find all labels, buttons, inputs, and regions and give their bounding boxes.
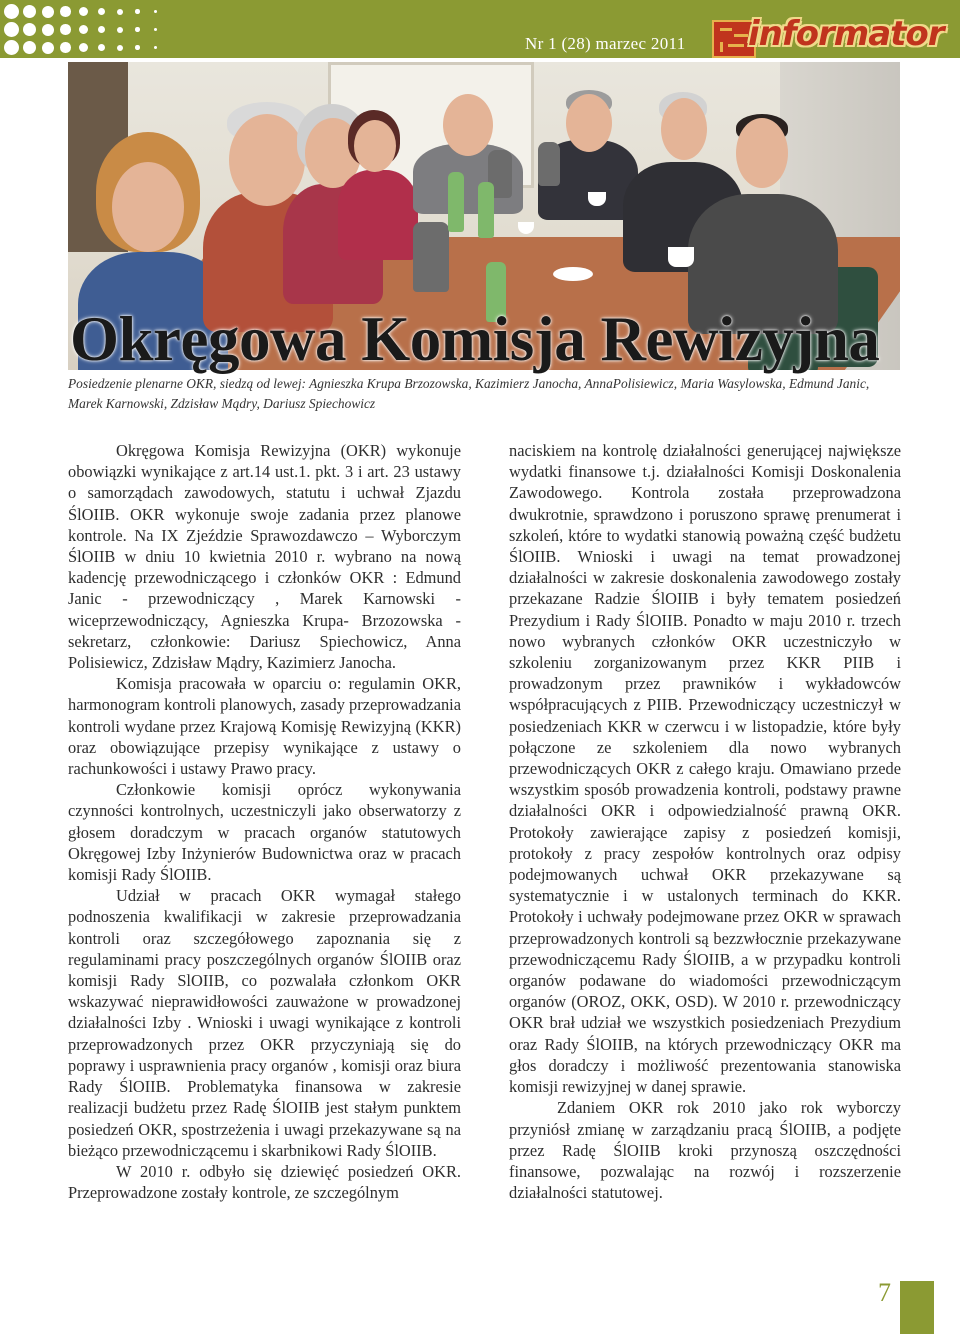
decorative-dot: [98, 8, 106, 16]
decorative-dots: [0, 0, 160, 58]
decorative-dot: [42, 6, 54, 18]
decorative-dot: [79, 43, 88, 52]
decorative-dot: [135, 27, 140, 32]
paragraph: Członkowie komisji oprócz wykonywania czynności kontrolnych, uczestniczyli jako obserwatorzy z głosem doradczym w pracach organów statutowych Okręgowej Izby Inżynierów Budownictwa oraz w pracach komisji Rady ŚlOIIB.: [68, 780, 461, 885]
paragraph: naciskiem na kontrolę działalności generującej największe wydatki finansowe t.j. działalności Komisji Doskonalenia Zawodowego. Kontrola została przeprowadzona dwukrotnie, sprawdzono i poruszono sprawę prenumerat i szkoleń, które to wydatki stanowią poważną część budżetu ŚlOIIB. Wnioski i uwagi na temat prowadzonej działalności w zakresie doskonalenia zawodowego zostały przekazane Radzie ŚlOIIB i były tematem posiedzeń Prezydium i Rady ŚlOIIB. Ponadto w maju 2010 r. trzech nowo wybranych członków OKR uczestniczyło w szkoleniu zorganizowanym przez KKR PIIB i prowadzonym przez prawników i wykładowców współpracujących z PIIB. Przewodniczący uczestniczył w posiedzeniach KKR w czerwcu i w listopadzie, które były połączone ze szkoleniem dla nowo wybranych przewodniczących OKR z całego kraju. Omawiano przede wszystkim sposób prowadzenia kontroli, podstawy prawne działalności OKR i odpowiedzialność prawną OKR. Protokoły zawierające zapisy z posiedzeń komisji, protokoły z pracy zespołów kontrolnych oraz odpisy podejmowanych uchwał OKR przekazywane są systematycznie i w ustalonych terminach do KKR. Protokoły i uchwały podejmowane przez OKR w sprawach przeprowadzonych kontroli są bezzwłocznie przekazywane przewodniczącemu Rady ŚlOIIB, a w przypadku kontroli organów podawane do wiadomości przewodniczącym organów (OROZ, OKK, OSD). W 2010 r. przewodniczący OKR brał udział we wszystkich posiedzeniach Prezydium oraz Rady ŚlOIIB, na których przewodniczący OKR ma głos doradczy i możliwość prezentowania stanowiska komisji rewizyjnej w danej sprawie.: [509, 441, 901, 1097]
photo-caption: Posiedzenie plenarne OKR, siedzą od lewej: Agnieszka Krupa Brzozowska, Kazimierz Janocha, AnnaPolisiewicz, Maria Wasylowska, Edmund Janic, Marek Karnowski, Zdzisław Mądry, Dariusz Spiechowicz: [68, 376, 870, 411]
paragraph: Zdaniem OKR rok 2010 jako rok wyborczy przyniósł zmianę w zarządzaniu pracą ŚlOIIB, a podjęte przez Radę ŚlOIIB kroki przynoszą oszczędności finansowe, pozwalając na rozwój i rozszerzenie działalności statutowej.: [509, 1098, 901, 1203]
decorative-dot: [60, 6, 71, 17]
decorative-dot: [42, 24, 54, 36]
decorative-dot: [79, 25, 88, 34]
decorative-dot: [60, 42, 71, 53]
decorative-dot: [60, 24, 71, 35]
decorative-dot: [23, 41, 37, 55]
decorative-dot: [79, 7, 88, 16]
decorative-dot: [154, 28, 157, 31]
decorative-dot: [117, 9, 123, 15]
decorative-dot: [98, 26, 106, 34]
paragraph: Udział w pracach OKR wymagał stałego podnoszenia kwalifikacji w zakresie przeprowadzania kontroli oraz szczegółowego zapoznania się z regulaminami pracy poszczególnych organów ŚlOIIB oraz komisji Rady SlOIIB, co pozwalała członkom OKR wskazywać nieprawidłowości zauważone w prowadzonej działalności Izby . Wnioski i uwagi wynikające z kontroli przeprowadzonych przez OKR przyczyniają się do poprawy i usprawnienia pracy organów , komisji oraz biura Rady ŚlOIIB. Problematyka finansowa w zakresie realizacji budżetu przez Radę ŚlOIIB jest stałym punktem posiedzeń OKR, spostrzeżenia i uwagi przekazywane są na bieżąco przewodniczącemu i skarbnikowi Rady ŚlOIIB.: [68, 886, 461, 1160]
decorative-dot: [4, 4, 19, 19]
decorative-dot: [42, 42, 54, 54]
issue-label: Nr 1 (28) marzec 2011: [525, 34, 686, 53]
decorative-dot: [23, 23, 37, 37]
decorative-dot: [117, 45, 123, 51]
decorative-dot: [98, 44, 106, 52]
decorative-dot: [23, 5, 37, 19]
decorative-dot: [4, 40, 19, 55]
paragraph: W 2010 r. odbyło się dziewięć posiedzeń OKR. Przeprowadzone zostały kontrole, ze szczególnym: [68, 1161, 461, 1203]
decorative-dot: [4, 22, 19, 37]
paragraph: Komisja pracowała w oparciu o: regulamin OKR, harmonogram kontroli planowych, zasady przeprowadzania kontroli wydane przez Krajową Komisję Rewizyjną (KKR) oraz obowiązujące przepisy wynikające z ustawy o rachunkowości i ustawy Prawo pracy.: [68, 674, 461, 779]
article-title: Okręgowa Komisja Rewizyjna: [70, 304, 880, 374]
text-column-right: [509, 440, 901, 1203]
text-column-left: [68, 440, 461, 1203]
paragraph: Okręgowa Komisja Rewizyjna (OKR) wykonuje obowiązki wynikające z art.14 ust.1. pkt. 3 i art. 23 ustawy o samorządach zawodowych, statutu i uchwał Zjazdu ŚlOIIB. OKR wykonuje swoje zadania przez planowe kontrole. Na IX Zjeździe Sprawozdawczo – Wyborczym ŚlOIIB w dniu 10 kwietnia 2010 r. wybrano na nową kadencję przewodniczącego i członków OKR : Edmund Janic - przewodniczący , Marek Karnowski - wiceprzewodniczący, Agnieszka Krupa- Brzozowska - sekretarz, członkowie: Dariusz Spiechowicz, Anna Polisiewicz, Zdzisław Mądry, Kazimierz Janocha.: [68, 441, 461, 673]
decorative-dot: [154, 46, 157, 49]
header-band: [0, 0, 960, 58]
page-corner-bar: [900, 1281, 934, 1334]
decorative-dot: [135, 45, 140, 50]
page-number: 7: [878, 1278, 891, 1307]
decorative-dot: [154, 10, 157, 13]
informator-logo: [712, 14, 944, 58]
logo-text: informator: [748, 14, 944, 54]
decorative-dot: [117, 27, 123, 33]
decorative-dot: [135, 9, 140, 14]
